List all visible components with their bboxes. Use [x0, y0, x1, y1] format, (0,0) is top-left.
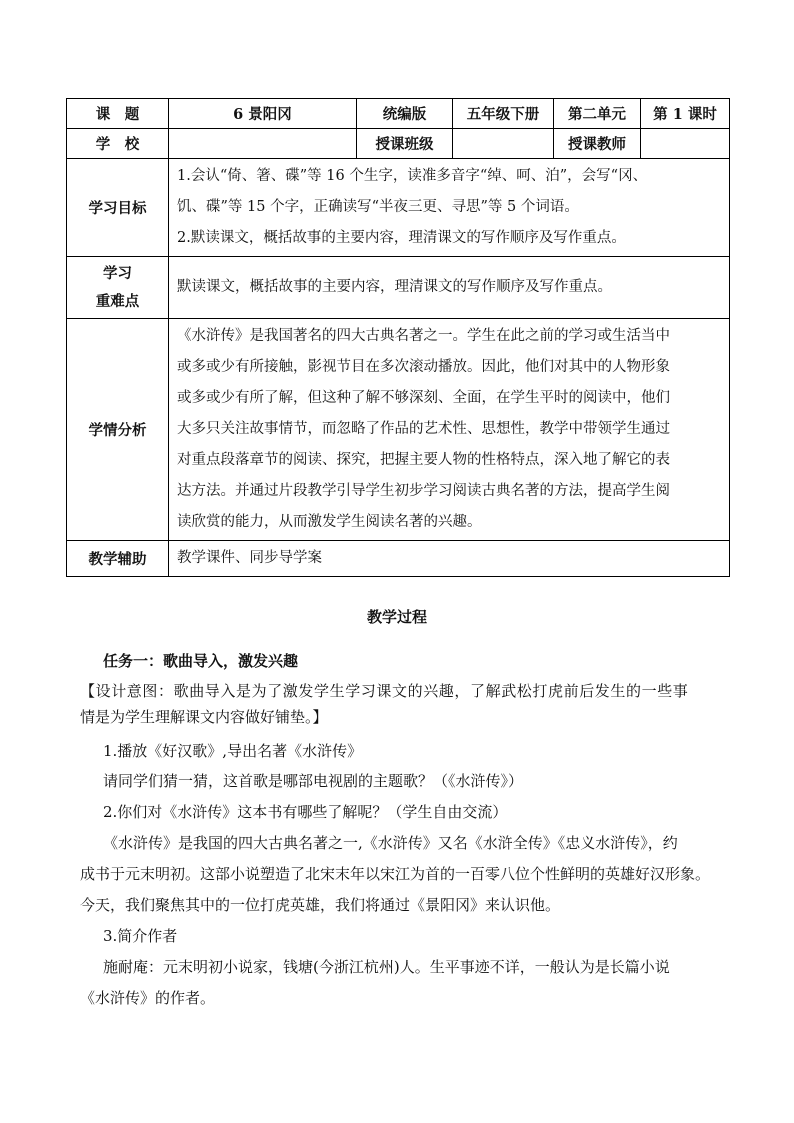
author-line: 施耐庵：元末明初小说家，钱塘(今浙江杭州)人。生平事迹不详，一般认为是长篇小说 [103, 958, 670, 976]
unit: 第二单元 [554, 99, 641, 129]
analysis-line: 对重点段落章节的阅读、探究，把握主要人物的性格特点，深入地了解它的表 [177, 452, 670, 468]
step-heading: 3.简介作者 [103, 927, 178, 945]
intro-line: 《水浒传》是我国的四大古典名著之一,《水浒传》又名《水浒全传》《忠义水浒传》，约 [103, 834, 678, 852]
label-class: 授课班级 [357, 129, 453, 159]
analysis-line: 或多或少有所了解，但这种了解不够深刻、全面，在学生平时的阅读中，他们 [177, 390, 670, 406]
label-school: 学 校 [67, 129, 169, 159]
label-key-points [67, 257, 169, 319]
table-row [67, 99, 730, 129]
objective-line: 1.会认“倚、箸、碟”等 16 个生字，读准多音字“绰、呵、泊”，会写“冈、 [177, 168, 648, 184]
design-intent-line: 【设计意图：歌曲导入是为了激发学生学习课文的兴趣，了解武松打虎前后发生的一些事 [80, 682, 689, 700]
teacher-value [641, 129, 730, 159]
intro-line: 成书于元末明初。这部小说塑造了北宋末年以宋江为首的一百零八位个性鲜明的英雄好汉形象。 [80, 865, 711, 883]
step-heading: 2.你们对《水浒传》这本书有哪些了解呢？（学生自由交流） [103, 803, 508, 821]
grade: 五年级下册 [453, 99, 554, 129]
analysis-line: 大多只关注故事情节，而忽略了作品的艺术性、思想性，教学中带领学生通过 [177, 421, 670, 437]
aids-text: 教学课件、同步导学案 [169, 541, 730, 577]
edition: 统编版 [357, 99, 453, 129]
key-points-text: 默读课文，概括故事的主要内容，理清课文的写作顺序及写作重点。 [169, 257, 730, 319]
table-row [67, 541, 730, 577]
process-title: 教学过程 [366, 608, 427, 626]
design-intent-line: 情是为学生理解课文内容做好铺垫。】 [80, 708, 328, 726]
step-question: 请同学们猜一猜，这首歌是哪部电视剧的主题歌？（《水浒传》） [103, 772, 524, 790]
intro-line: 今天，我们聚焦其中的一位打虎英雄，我们将通过《景阳冈》来认识他。 [80, 896, 561, 914]
task-heading: 任务一：歌曲导入，激发兴趣 [103, 652, 299, 670]
lesson-title: 6 景阳冈 [169, 99, 357, 129]
school-value [169, 129, 357, 159]
objective-line: 2.默读课文，概括故事的主要内容，理清课文的写作顺序及写作重点。 [177, 230, 626, 246]
label-line: 学习 [103, 264, 132, 282]
period: 第 1 课时 [641, 99, 730, 129]
author-line: 《水浒传》的作者。 [80, 989, 216, 1007]
analysis-text [169, 319, 730, 541]
table-row [67, 257, 730, 319]
label-analysis: 学情分析 [67, 319, 169, 541]
lesson-info-table [66, 98, 730, 577]
label-teacher: 授课教师 [554, 129, 641, 159]
label-aids: 教学辅助 [67, 541, 169, 577]
analysis-line: 达方法。并通过片段教学引导学生初步学习阅读古典名著的方法，提高学生阅 [177, 483, 670, 499]
label-line: 重难点 [95, 292, 140, 310]
table-row [67, 319, 730, 541]
analysis-line: 《水浒传》是我国著名的四大古典名著之一。学生在此之前的学习或生活当中 [177, 328, 670, 344]
objectives-text [169, 159, 730, 257]
step-heading: 1.播放《好汉歌》,导出名著《水浒传》 [103, 742, 363, 760]
analysis-line: 读欣赏的能力，从而激发学生阅读名著的兴趣。 [177, 514, 482, 530]
table-row [67, 129, 730, 159]
label-objectives: 学习目标 [67, 159, 169, 257]
analysis-line: 或多或少有所接触，影视节目在多次滚动播放。因此，他们对其中的人物形象 [177, 359, 670, 375]
objective-line: 饥、碟”等 15 个字，正确读写“半夜三更、寻思”等 5 个词语。 [177, 199, 579, 215]
table-row [67, 159, 730, 257]
label-lesson: 课 题 [67, 99, 169, 129]
class-value [453, 129, 554, 159]
